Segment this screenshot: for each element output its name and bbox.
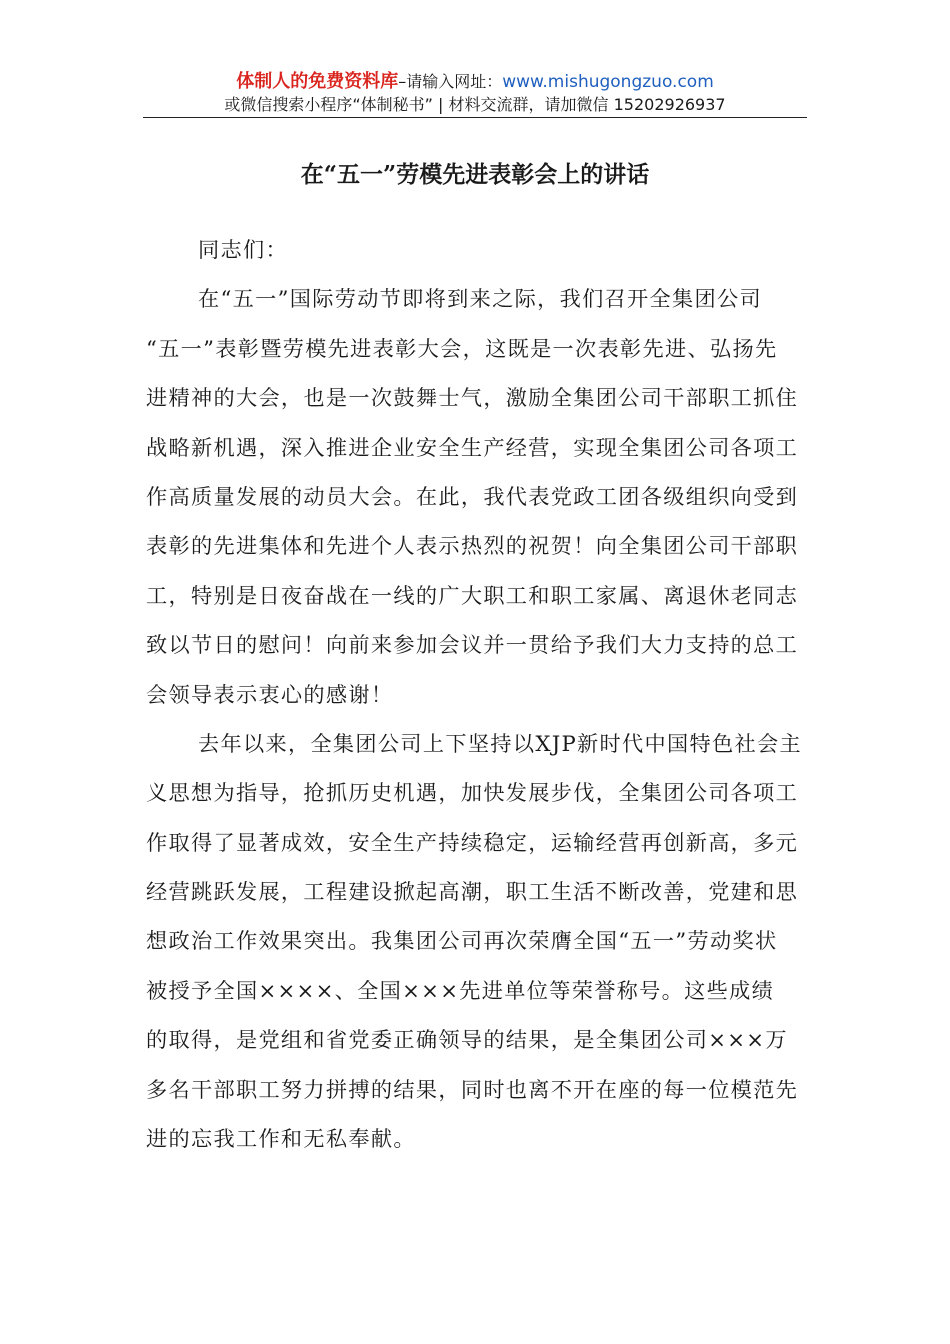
page-header [143, 70, 807, 116]
header-divider [143, 117, 807, 118]
body-line: 工，特别是日夜奋战在一线的广大职工和职工家属、离退休老同志 [146, 582, 799, 608]
header-contact-line: 或微信搜索小程序“体制秘书” | 材料交流群，请加微信 15202926937 [224, 95, 726, 114]
body-line: 致以节日的慰问！向前来参加会议并一贯给予我们大力支持的总工 [146, 632, 799, 658]
body-line: 多名干部职工努力拼搏的结果，同时也离不开在座的每一位模范先 [146, 1076, 799, 1102]
document-title: 在“五一”劳模先进表彰会上的讲话 [300, 161, 650, 188]
document-body [146, 232, 806, 1170]
body-line: 义思想为指导，抢抓历史机遇，加快发展步伐，全集团公司各项工 [146, 780, 799, 806]
body-line: 被授予全国××××、全国×××先进单位等荣誉称号。这些成绩 [146, 977, 775, 1003]
body-line: 作高质量发展的动员大会。在此，我代表党政工团各级组织向受到 [146, 483, 799, 509]
body-line: 进的忘我工作和无私奉献。 [146, 1126, 416, 1152]
header-url-link[interactable]: www.mishugongzuo.com [502, 72, 714, 92]
header-url-prompt: –请输入网址： [398, 72, 503, 91]
body-line: 会领导表示衷心的感谢！ [146, 681, 394, 707]
body-line: 表彰的先进集体和先进个人表示热烈的祝贺！向全集团公司干部职 [146, 533, 799, 559]
body-line: 作取得了显著成效，安全生产持续稳定，运输经营再创新高，多元 [146, 829, 799, 855]
body-line: 在“五一”国际劳动节即将到来之际，我们召开全集团公司 [198, 286, 762, 312]
header-promo-line [143, 70, 807, 94]
body-line: 的取得，是党组和省党委正确领导的结果，是全集团公司×××万 [146, 1027, 788, 1053]
body-line: 想政治工作效果突出。我集团公司再次荣膺全国“五一”劳动奖状 [146, 928, 778, 954]
body-line: “五一”表彰暨劳模先进表彰大会，这既是一次表彰先进、弘扬先 [146, 335, 778, 361]
body-line: 去年以来，全集团公司上下坚持以XJP新时代中国特色社会主 [198, 730, 802, 756]
body-line: 战略新机遇，深入推进企业安全生产经营，实现全集团公司各项工 [146, 434, 799, 460]
body-line: 经营跳跃发展，工程建设掀起高潮，职工生活不断改善，党建和思 [146, 879, 799, 905]
salutation: 同志们： [198, 237, 288, 262]
header-brand: 体制人的免费资料库 [236, 71, 399, 92]
body-line: 进精神的大会，也是一次鼓舞士气，激励全集团公司干部职工抓住 [146, 385, 799, 411]
